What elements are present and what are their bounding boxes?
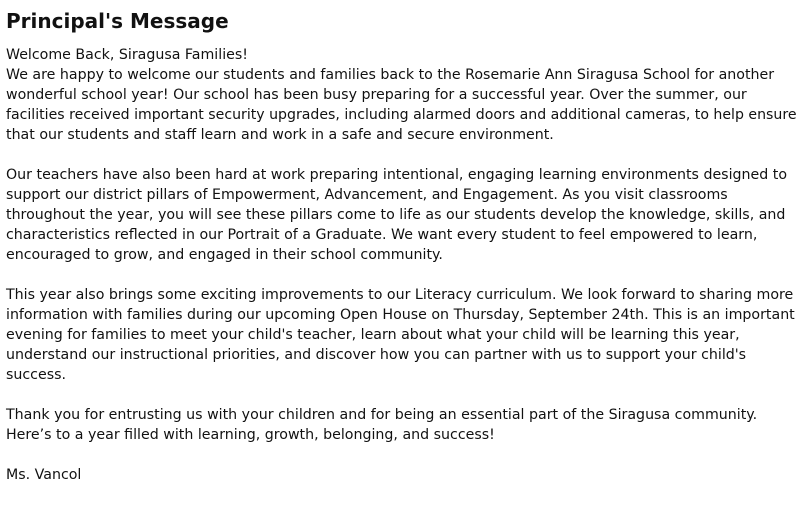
paragraph-line: success. (6, 367, 67, 383)
paragraph-line: evening for families to meet your child's teacher, learn about what your child will be learning this year, (6, 327, 740, 343)
paragraph-line: that our students and staff learn and work in a safe and secure environment. (6, 127, 554, 143)
paragraph-line: characteristics reflected in our Portrait of a Graduate. We want every student to feel empowered to learn, (6, 227, 758, 243)
greeting-line: Welcome Back, Siragusa Families! (6, 47, 248, 63)
message-body (6, 45, 796, 485)
paragraph-thanks (6, 405, 796, 445)
page-title: Principal's Message (6, 9, 229, 33)
paragraph-spacer (6, 445, 796, 465)
paragraph-welcome (6, 65, 796, 145)
paragraph-spacer (6, 385, 796, 405)
paragraph-literacy (6, 285, 796, 385)
paragraph-line: Our teachers have also been hard at work preparing intentional, engaging learning environments designed to (6, 167, 787, 183)
paragraph-line: Thank you for entrusting us with your children and for being an essential part of the Siragusa community. (6, 407, 758, 423)
signature: Ms. Vancol (6, 467, 82, 483)
paragraph-line: throughout the year, you will see these pillars come to life as our students develop the knowledge, skills, and (6, 207, 786, 223)
paragraph-line: encouraged to grow, and engaged in their school community. (6, 247, 443, 263)
paragraph-line: understand our instructional priorities, and discover how you can partner with us to support your child's (6, 347, 747, 363)
paragraph-spacer (6, 145, 796, 165)
paragraph-teachers (6, 165, 796, 265)
paragraph-line: information with families during our upcoming Open House on Thursday, September 24th. This is an important (6, 307, 795, 323)
paragraph-line: support our district pillars of Empowerment, Advancement, and Engagement. As you visit classrooms (6, 187, 728, 203)
paragraph-line: facilities received important security upgrades, including alarmed doors and additional cameras, to help ensure (6, 107, 797, 123)
paragraph-line: Here’s to a year filled with learning, growth, belonging, and success! (6, 427, 495, 443)
paragraph-spacer (6, 265, 796, 285)
paragraph-line: This year also brings some exciting improvements to our Literacy curriculum. We look forward to sharing more (6, 287, 794, 303)
paragraph-line: wonderful school year! Our school has been busy preparing for a successful year. Over the summer, our (6, 87, 747, 103)
paragraph-line: We are happy to welcome our students and families back to the Rosemarie Ann Siragusa School for another (6, 67, 775, 83)
